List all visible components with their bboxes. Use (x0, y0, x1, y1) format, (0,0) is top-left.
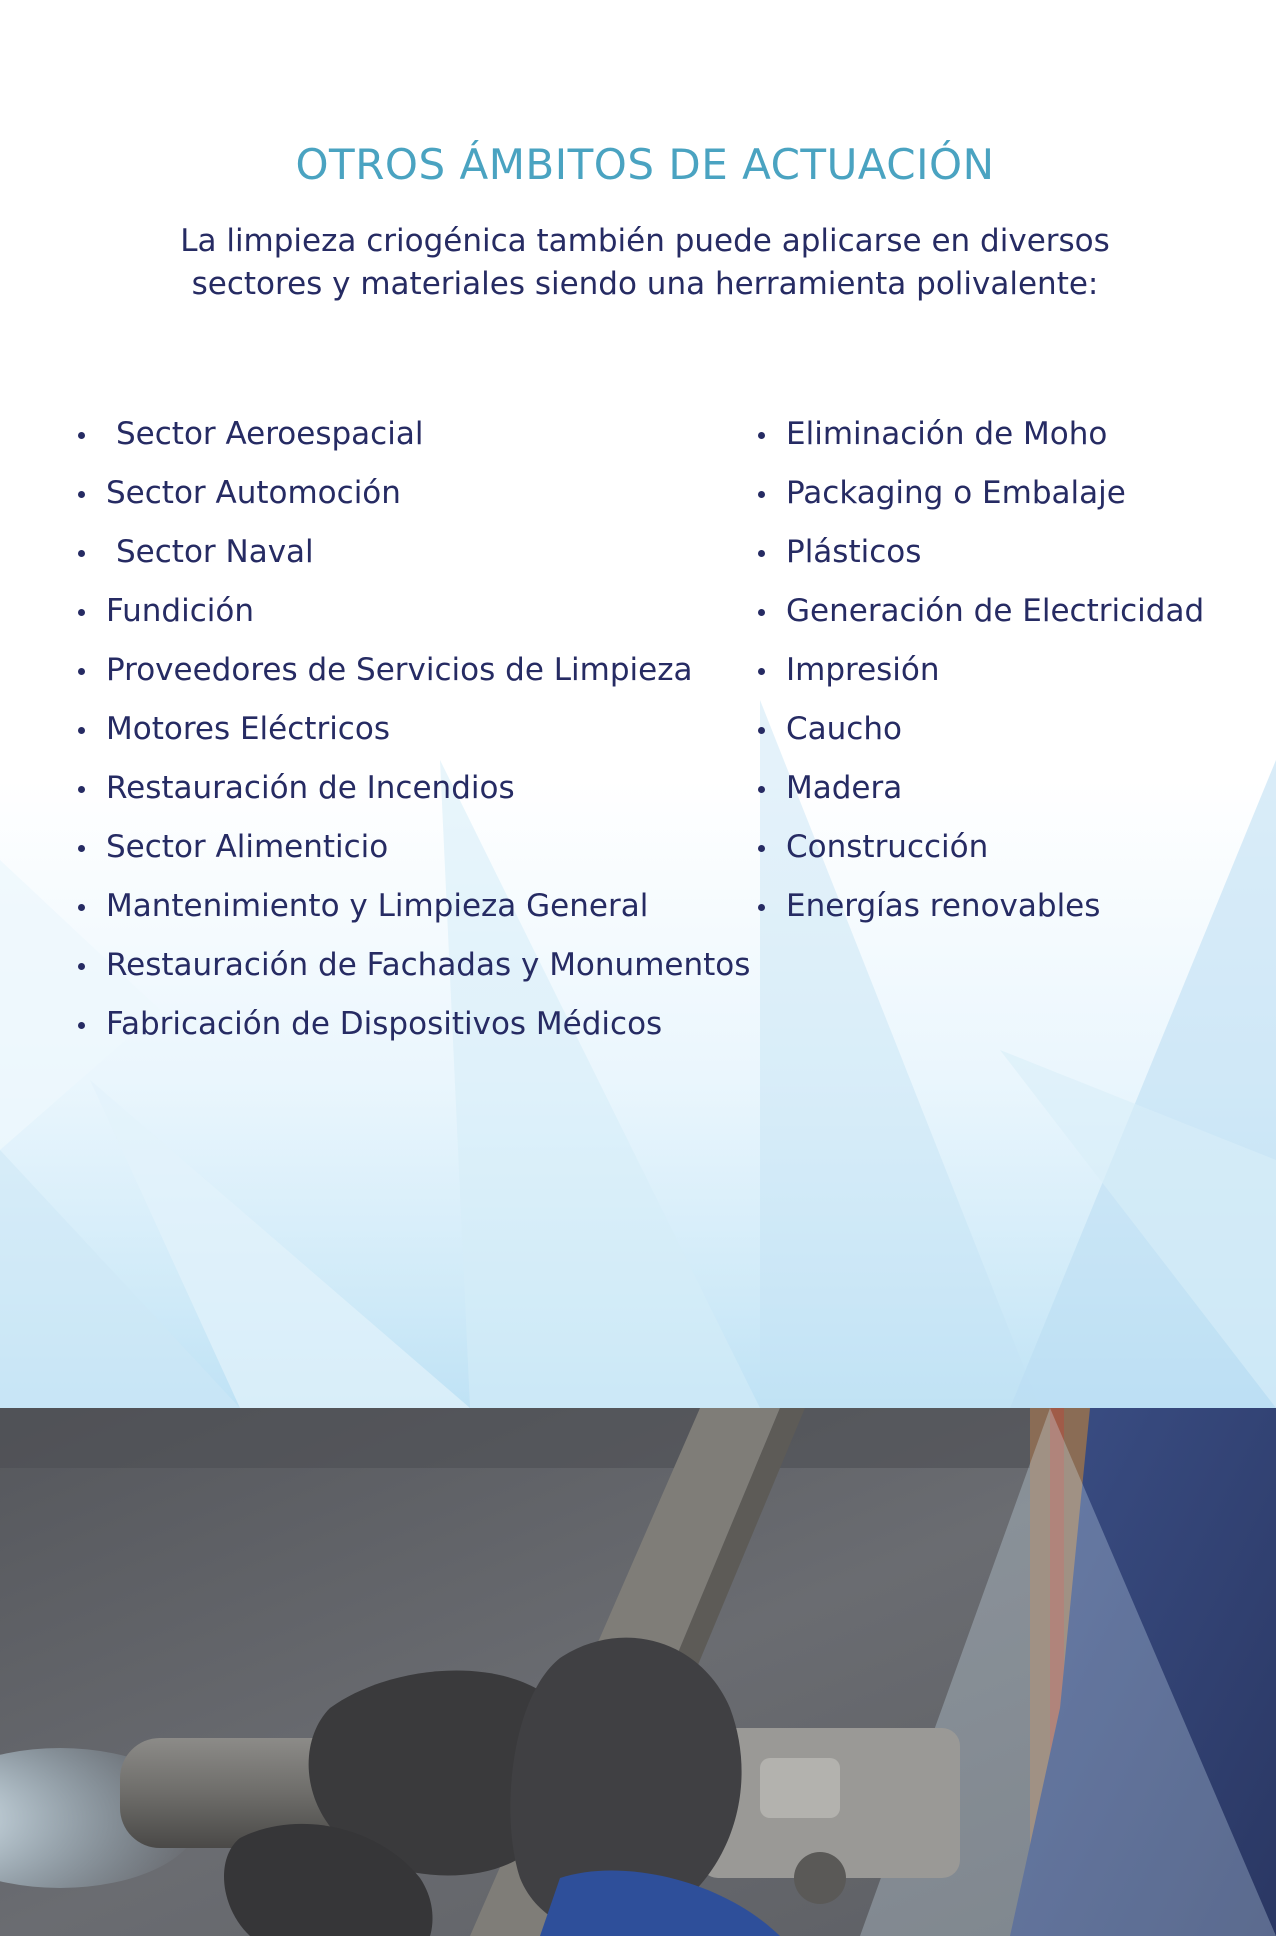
page-title: OTROS ÁMBITOS DE ACTUACIÓN (295, 140, 995, 189)
list-item: Sector Automoción (78, 464, 750, 523)
list-item: Motores Eléctricos (78, 700, 750, 759)
intro-text (0, 220, 1276, 306)
list-item: Impresión (758, 641, 1204, 700)
list-item: Eliminación de Moho (758, 405, 1204, 464)
list-item: Sector Aeroespacial (78, 405, 750, 464)
list-item: Proveedores de Servicios de Limpieza (78, 641, 750, 700)
sector-list-left (78, 405, 750, 1054)
list-item: Plásticos (758, 523, 1204, 582)
list-item: Madera (758, 759, 1204, 818)
list-item: Mantenimiento y Limpieza General (78, 877, 750, 936)
intro-line-2: sectores y materiales siendo una herramienta polivalente: (191, 266, 1099, 302)
sector-list-right (758, 405, 1204, 936)
list-item: Sector Naval (78, 523, 750, 582)
cryogenic-cleaning-photo (0, 1408, 1276, 1936)
list-item: Fabricación de Dispositivos Médicos (78, 995, 750, 1054)
list-item: Construcción (758, 818, 1204, 877)
intro-line-1: La limpieza criogénica también puede aplicarse en diversos (180, 223, 1110, 259)
list-item: Restauración de Fachadas y Monumentos (78, 936, 750, 995)
photo-illustration (0, 1408, 1276, 1936)
list-item: Sector Alimenticio (78, 818, 750, 877)
list-item: Restauración de Incendios (78, 759, 750, 818)
list-item: Fundición (78, 582, 750, 641)
list-item: Energías renovables (758, 877, 1204, 936)
list-item: Packaging o Embalaje (758, 464, 1204, 523)
list-item: Caucho (758, 700, 1204, 759)
list-item: Generación de Electricidad (758, 582, 1204, 641)
